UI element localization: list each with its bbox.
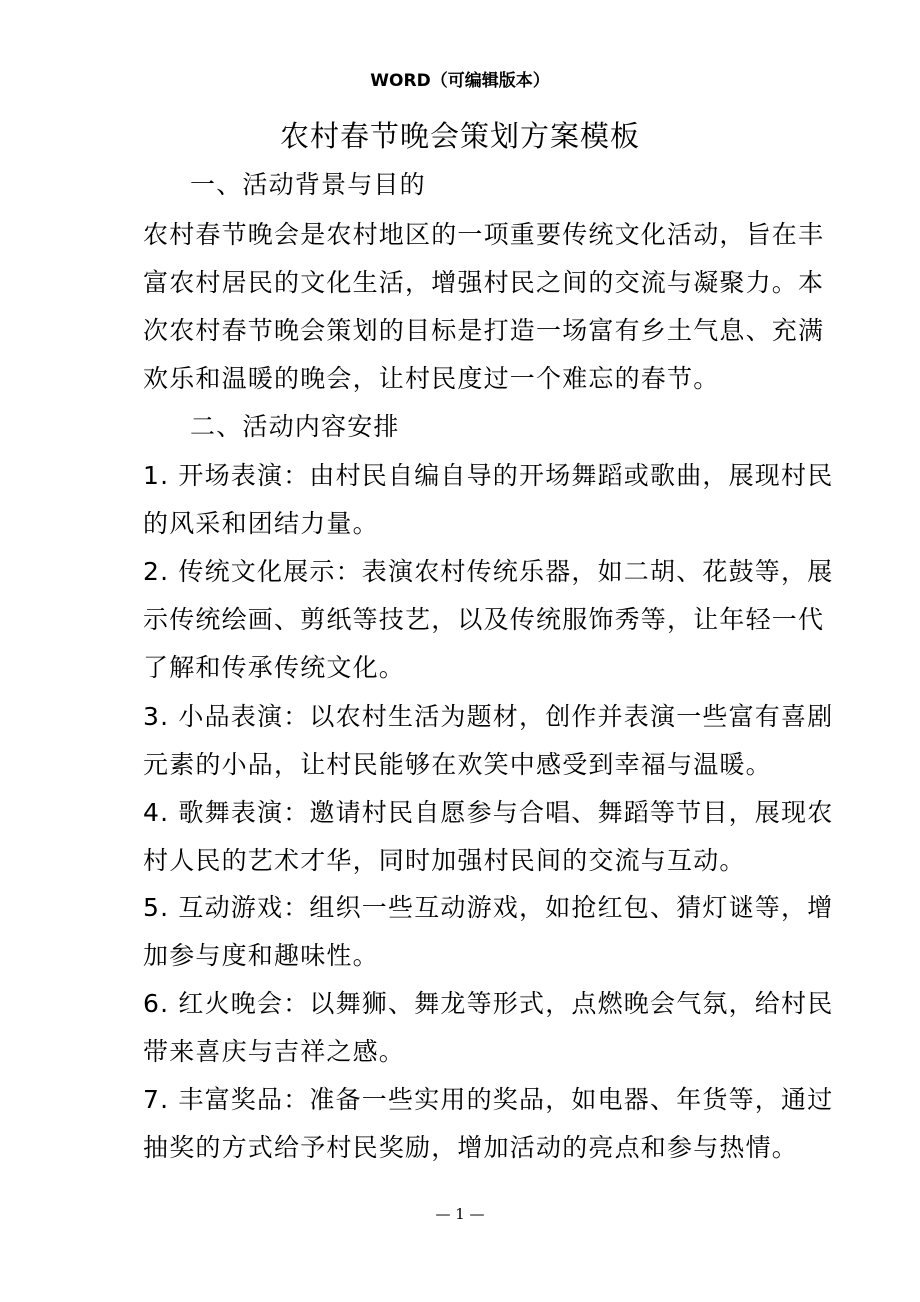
text-line: 次农村春节晚会策划的目标是打造一场富有乡土气息、充满	[143, 316, 825, 345]
text-line: 带来喜庆与吉祥之感。	[143, 1037, 406, 1066]
list-item	[143, 693, 834, 789]
text-line: 7. 丰富奖品：准备一些实用的奖品，如电器、年货等，通过	[143, 1085, 834, 1114]
text-line: 农村春节晚会是农村地区的一项重要传统文化活动，旨在丰	[143, 220, 825, 249]
text-line: 的风采和团结力量。	[143, 509, 379, 538]
list-item	[143, 452, 834, 548]
text-line: 4. 歌舞表演：邀请村民自愿参与合唱、舞蹈等节目，展现农	[143, 798, 834, 827]
list-item	[143, 884, 834, 980]
text-line: 1. 开场表演：由村民自编自导的开场舞蹈或歌曲，展现村民	[143, 461, 834, 490]
text-line: 2. 传统文化展示：表演农村传统乐器，如二胡、花鼓等，展	[143, 557, 834, 586]
text-line: 抽奖的方式给予村民奖励，增加活动的亮点和参与热情。	[143, 1133, 799, 1162]
text-line: 富农村居民的文化生活，增强村民之间的交流与凝聚力。本	[143, 268, 825, 297]
list-item	[143, 789, 834, 885]
text-line: 示传统绘画、剪纸等技艺，以及传统服饰秀等，让年轻一代	[143, 605, 825, 634]
paragraph-background	[143, 211, 825, 403]
list-item	[143, 980, 834, 1076]
list-item	[143, 548, 834, 692]
list-item	[143, 1076, 834, 1172]
text-line: 6. 红火晚会：以舞狮、舞龙等形式，点燃晚会气氛，给村民	[143, 989, 834, 1018]
text-line: 元素的小品，让村民能够在欢笑中感受到幸福与温暖。	[143, 750, 772, 779]
text-line: 欢乐和温暖的晚会，让村民度过一个难忘的春节。	[143, 364, 720, 393]
text-line: 村人民的艺术才华，同时加强村民间的交流与互动。	[143, 846, 746, 875]
page-number: — 1 —	[435, 1205, 485, 1223]
document-header: WORD（可编辑版本）	[370, 71, 550, 91]
section-heading-background: 一、活动背景与目的	[190, 170, 426, 199]
text-line: 加参与度和趣味性。	[143, 941, 379, 970]
section-heading-content: 二、活动内容安排	[190, 412, 400, 441]
text-line: 5. 互动游戏：组织一些互动游戏，如抢红包、猜灯谜等，增	[143, 893, 834, 922]
document-title: 农村春节晚会策划方案模板	[279, 119, 640, 153]
text-line: 3. 小品表演：以农村生活为题材，创作并表演一些富有喜剧	[143, 702, 834, 731]
text-line: 了解和传承传统文化。	[143, 653, 406, 682]
